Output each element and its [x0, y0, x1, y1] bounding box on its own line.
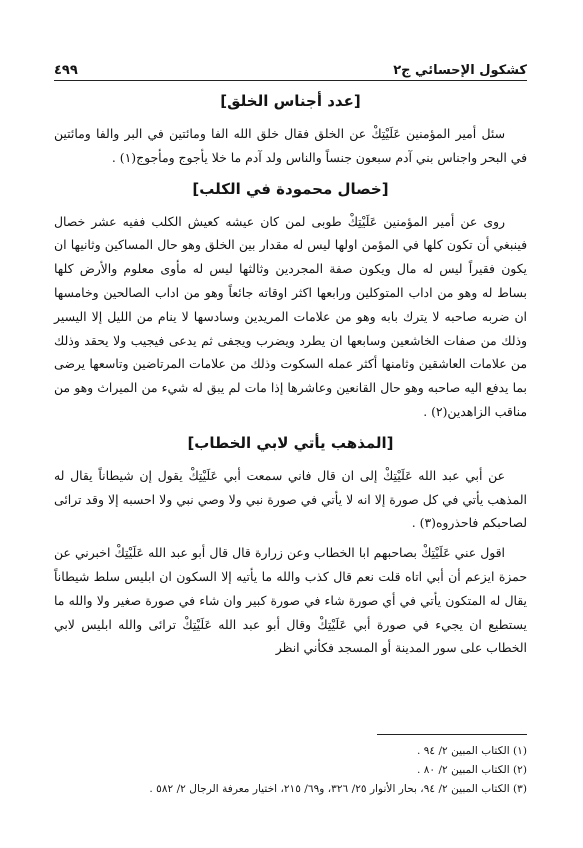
section-creation-kinds [54, 88, 527, 170]
footnote-rule [377, 734, 527, 735]
footnote-item: (٢) الكتاب المبين ٢/ ٨٠ . [416, 764, 527, 776]
section-dog-traits [54, 176, 527, 424]
main-content [54, 88, 527, 666]
section-title: [خصال محمودة في الكلب] [192, 179, 389, 198]
book-title: كشكول الإحسائي ج٢ [393, 63, 527, 78]
section-paragraph: روى عن أمير المؤمنين عَلَيْتِكْ طوبى لمن كان عيشه كعيش الكلب ففيه عشر خصال فينبغي أن تكون كلها في المؤمن اولها ليس له مقدار بين الخلق وهو حال المساكين وثانيها ان يكون فقيراً ليس له مال ويكون صفة المجردين وثالثها ليس له مأوى معلوم والأرض كلها بساط له وهو من اداب المتوكلين ورابعها اكثر اوقاته جائعاً وهو من اداب الصالحين وخامسها ان ضربه صاحبه لا يترك بابه وهو من علامات المريدين وسادسها لا ينام من الليل إلا اليسير وذلك من صفات الخاشعين وسابعها ان يطرد ويضرب ويجفى ثم يدعى فيجيب ولا يحقد وذلك من علامات العاشقين وثامنها أكثر عمله السكوت وذلك من علامات المرتاضين وتاسعها يرضى بما يدفع اليه صاحبه وهو حال القانعين وعاشرها إذا مات لم يبق له شيء من الميراث وهو من مناقب الزاهدين(٢) . [54, 213, 527, 419]
section-paragraph: عن أبي عبد الله عَلَيْتِكْ إلى ان قال فاني سمعت أبي عَلَيْتِكْ يقول إن شيطاناً يقال له المذهب يأتي في كل صورة إلا انه لا يأتي في صورة نبي ولا وصي نبي ولا احسبه إلا وقد ترائى لصاحبكم فاحذروه(٣) . [54, 467, 527, 531]
header-rule [54, 80, 527, 81]
footnote-item: (١) الكتاب المبين ٢/ ٩٤ . [416, 745, 527, 757]
page-number: ٤٩٩ [54, 63, 78, 78]
section-abu-khattab [54, 430, 527, 660]
section-title: [عدد أجناس الخلق] [220, 92, 361, 110]
section-paragraph: اقول عني عَلَيْتِكْ بصاحبهم ابا الخطاب وعن زرارة قال قال أبو عبد الله عَلَيْتِكْ اخبرني عن حمزة ايزعم أن أبي اتاه قلت نعم قال كذب والله ما يأتيه إلا السكون ان ابليس سلط شيطاناً يقال له المتكون يأتي في أي صورة شاء في صورة كبير وان شاء في صورة صغير ولا والله ما يستطيع ان يجيء في صورة أبي عَلَيْتِكْ وقال أبو عبد الله عَلَيْتِكْ ترائى والله ابليس لابي الخطاب على سور المدينة أو المسجد فكأني انظر [54, 545, 527, 656]
section-title: [المذهب يأتي لابي الخطاب] [187, 433, 394, 452]
running-header [54, 56, 527, 78]
section-paragraph: سئل أمير المؤمنين عَلَيْتِكْ عن الخلق فقال خلق الله الفا ومائتين في البر والفا ومائتين في البحر واجناس بني آدم سبعون جنساً والناس ولد آدم ما خلا يأجوج ومأجوج(١) . [54, 126, 527, 165]
footnote-item: (٣) الكتاب المبين ٢/ ٩٤، بحار الأنوار ٢٥/ ٣٢٦، و٦٩/ ٢١٥، اختيار معرفة الرجال ٢/ ٥٨٢ . [149, 783, 527, 795]
footnotes [54, 742, 527, 799]
